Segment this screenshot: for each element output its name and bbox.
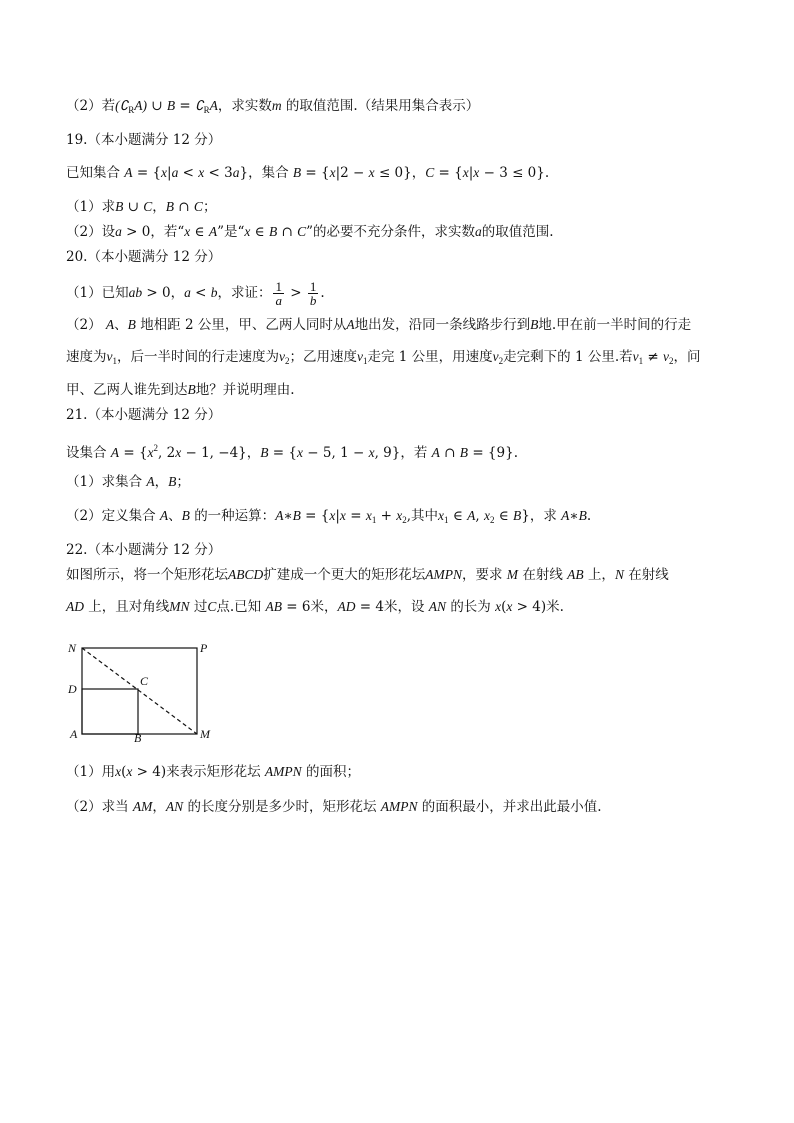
label-B: B (134, 731, 142, 745)
q20-part2-line1: （2） A、B 地相距 2 公里，甲、乙两人同时从A地出发，沿同一条线路步行到B地.甲在前一半时间的行走 (66, 317, 692, 333)
q22-line1: 如图所示，将一个矩形花坛ABCD扩建成一个更大的矩形花坛AMPN，要求 M 在射线 AB 上，N 在射线 (66, 567, 669, 583)
q19-header: 19.（本小题满分 12 分） (66, 132, 222, 148)
label-P: P (200, 641, 208, 655)
rect-ABCD (82, 689, 138, 734)
q21-stem: 设集合 $A = \{x^2$, 2x − 1, −4}，B = {x − 5, 1 − x, 9}，若 A ∩ B = {9}. (66, 443, 518, 461)
label-D: D (68, 682, 77, 696)
q22-header: 22.（本小题满分 12 分） (66, 542, 222, 558)
label-M: M (200, 727, 210, 741)
q20-header: 20.（本小题满分 12 分） (66, 249, 222, 265)
prev-part2-label: （2） (66, 98, 102, 114)
q19-stem: 已知集合 A = {x|a < x < 3a}，集合 B = {x|2 − x ≤ 0}，C = {x|x − 3 ≤ 0}. (66, 165, 550, 181)
q22-part1: （1）用x(x > 4)来表示矩形花坛 AMPN 的面积； (66, 764, 360, 780)
q19-part2: （2）设a > 0，若“x ∈ A”是“x ∈ B ∩ C”的必要不充分条件，求实数a的取值范围. (66, 224, 554, 240)
q20-part1: （1）已知ab > 0，a < b，求证： $\frac{1}{a}$ > $\frac{1}{b}$ . (66, 279, 325, 308)
q22-line2: AD 上，且对角线MN 过C点.已知 AB = 6米，AD = 4米，设 AN 的长为 x(x > 4)米. (66, 599, 564, 615)
q20-part2-line2: 速度为$v_1$，后一半时间的行走速度为$v_2$；乙用速度$v_1$走完 1 公里，用速度$v_2$走完剩下的 1 公里.若$v_1 \ne v_2$，问 (66, 349, 701, 366)
garden-figure (60, 638, 220, 748)
q21-part1: （1）求集合 A，B； (66, 474, 190, 490)
label-N: N (68, 641, 77, 655)
q22-part2: （2）求当 AM，AN 的长度分别是多少时，矩形花坛 AMPN 的面积最小，并求出此最小值. (66, 799, 602, 815)
q20-part2-line3: 甲、乙两人谁先到达B地？并说明理由. (66, 382, 295, 398)
q21-header: 21.（本小题满分 12 分） (66, 407, 222, 423)
q21-part2: （2）定义集合 A、B 的一种运算：A∗B = {$x|x = x_1 + x_2$,其中$x_1$ ∈ A, $x_2$ ∈ B}，求 A∗B. (66, 508, 592, 525)
label-C: C (140, 674, 149, 688)
q19-part1: （1）求B ∪ C，B ∩ C； (66, 199, 217, 215)
diagonal-MN (82, 648, 197, 734)
prev-part2: （2）若$(∁_RA)$ ∪ $B = ∁_RA$，求实数m 的取值范围.（结果用集合表示） (66, 98, 480, 115)
label-A: A (70, 727, 78, 741)
